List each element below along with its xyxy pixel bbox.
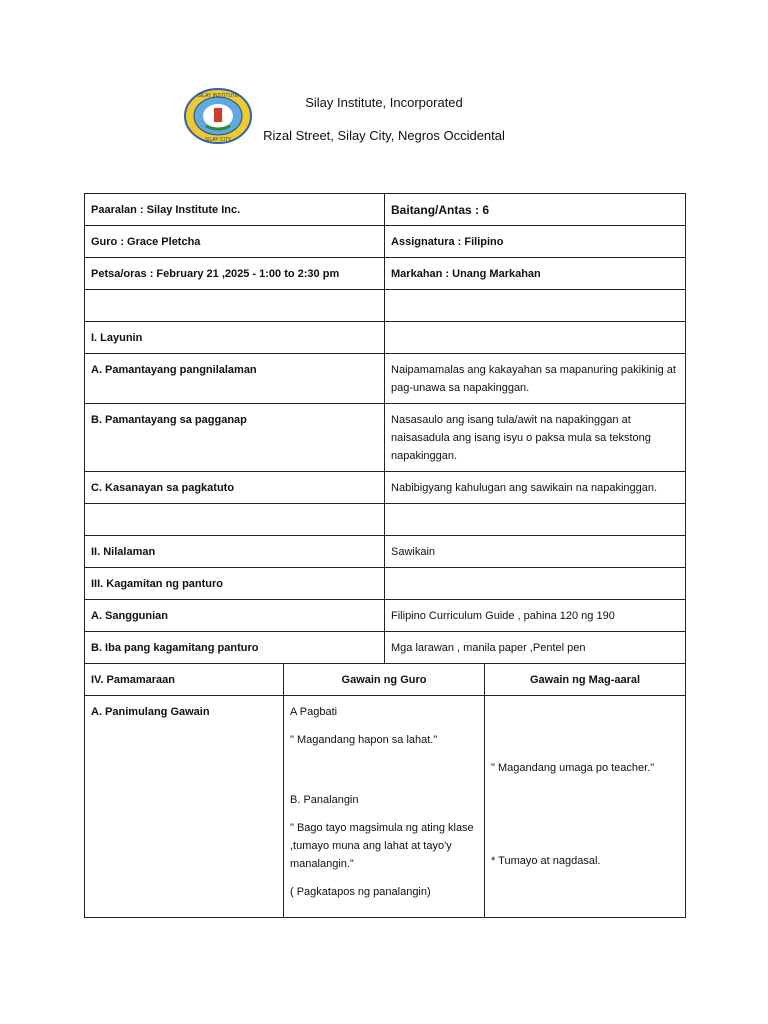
kasanayan-value: Nabibigyang kahulugan ang sawikain na napakinggan. [385,472,686,504]
baitang-cell: Baitang/Antas : 6 [385,194,686,226]
empty-cell [385,504,686,536]
pagbati-heading: A Pagbati [290,706,338,718]
pamantayang-value: Naipamamalas ang kakayahan sa mapanuring pakikinig at pag-unawa sa napakinggan. [385,354,686,404]
student-action: * Tumayo at nagdasal. [491,855,601,867]
gawain-magaaral-cell [485,696,686,918]
pagbati-line: " Magandang hapon sa lahat." [290,734,438,746]
kagamitan-label: III. Kagamitan ng panturo [85,568,385,600]
panalangin-heading: B. Panalangin [290,794,359,806]
sanggunian-value: Filipino Curriculum Guide , pahina 120 ng 190 [385,600,686,632]
assignatura-cell: Assignatura : Filipino [385,226,686,258]
gawain-guro-cell [284,696,485,918]
empty-cell [385,322,686,354]
empty-cell [385,290,686,322]
empty-cell [85,504,385,536]
panalangin-line: " Bago tayo magsimula ng ating klase ,tumayo muna ang lahat at tayo'y manalangin." [290,822,474,870]
gawain-guro-header: Gawain ng Guro [284,664,485,696]
iba-value: Mga larawan , manila paper ,Pentel pen [385,632,686,664]
school-address: Rizal Street, Silay City, Negros Occidental [263,128,505,143]
gawain-magaaral-header: Gawain ng Mag-aaral [485,664,686,696]
paaralan-cell: Paaralan : Silay Institute Inc. [85,194,385,226]
empty-cell [385,568,686,600]
pagganap-value: Nasasaulo ang isang tula/awit na napakinggan at naisasadula ang isang isyu o paksa mula sa tekstong napakinggan. [385,404,686,472]
nilalaman-value: Sawikain [385,536,686,568]
pamamaraan-label: IV. Pamamaraan [85,664,284,696]
pagganap-label: B. Pamantayang sa pagganap [85,404,385,472]
petsa-cell: Petsa/oras : February 21 ,2025 - 1:00 to 2:30 pm [85,258,385,290]
panimula-label: A. Panimulang Gawain [85,696,284,918]
nilalaman-label: II. Nilalaman [85,536,385,568]
layunin-label: I. Layunin [85,322,385,354]
lesson-plan-table [84,193,686,918]
pamantayang-label: A. Pamantayang pangnilalaman [85,354,385,404]
sanggunian-label: A. Sanggunian [85,600,385,632]
iba-label: B. Iba pang kagamitang panturo [85,632,385,664]
student-reply: " Magandang umaga po teacher." [491,762,655,774]
guro-cell: Guro : Grace Pletcha [85,226,385,258]
kasanayan-label: C. Kasanayan sa pagkatuto [85,472,385,504]
pagkatapos-line: ( Pagkatapos ng panalangin) [290,886,431,898]
markahan-cell: Markahan : Unang Markahan [385,258,686,290]
svg-text:SILAY CITY: SILAY CITY [204,137,232,143]
empty-cell [85,290,385,322]
svg-text:SILAY INSTITUTE: SILAY INSTITUTE [197,93,239,99]
school-name: Silay Institute, Incorporated [305,95,463,110]
